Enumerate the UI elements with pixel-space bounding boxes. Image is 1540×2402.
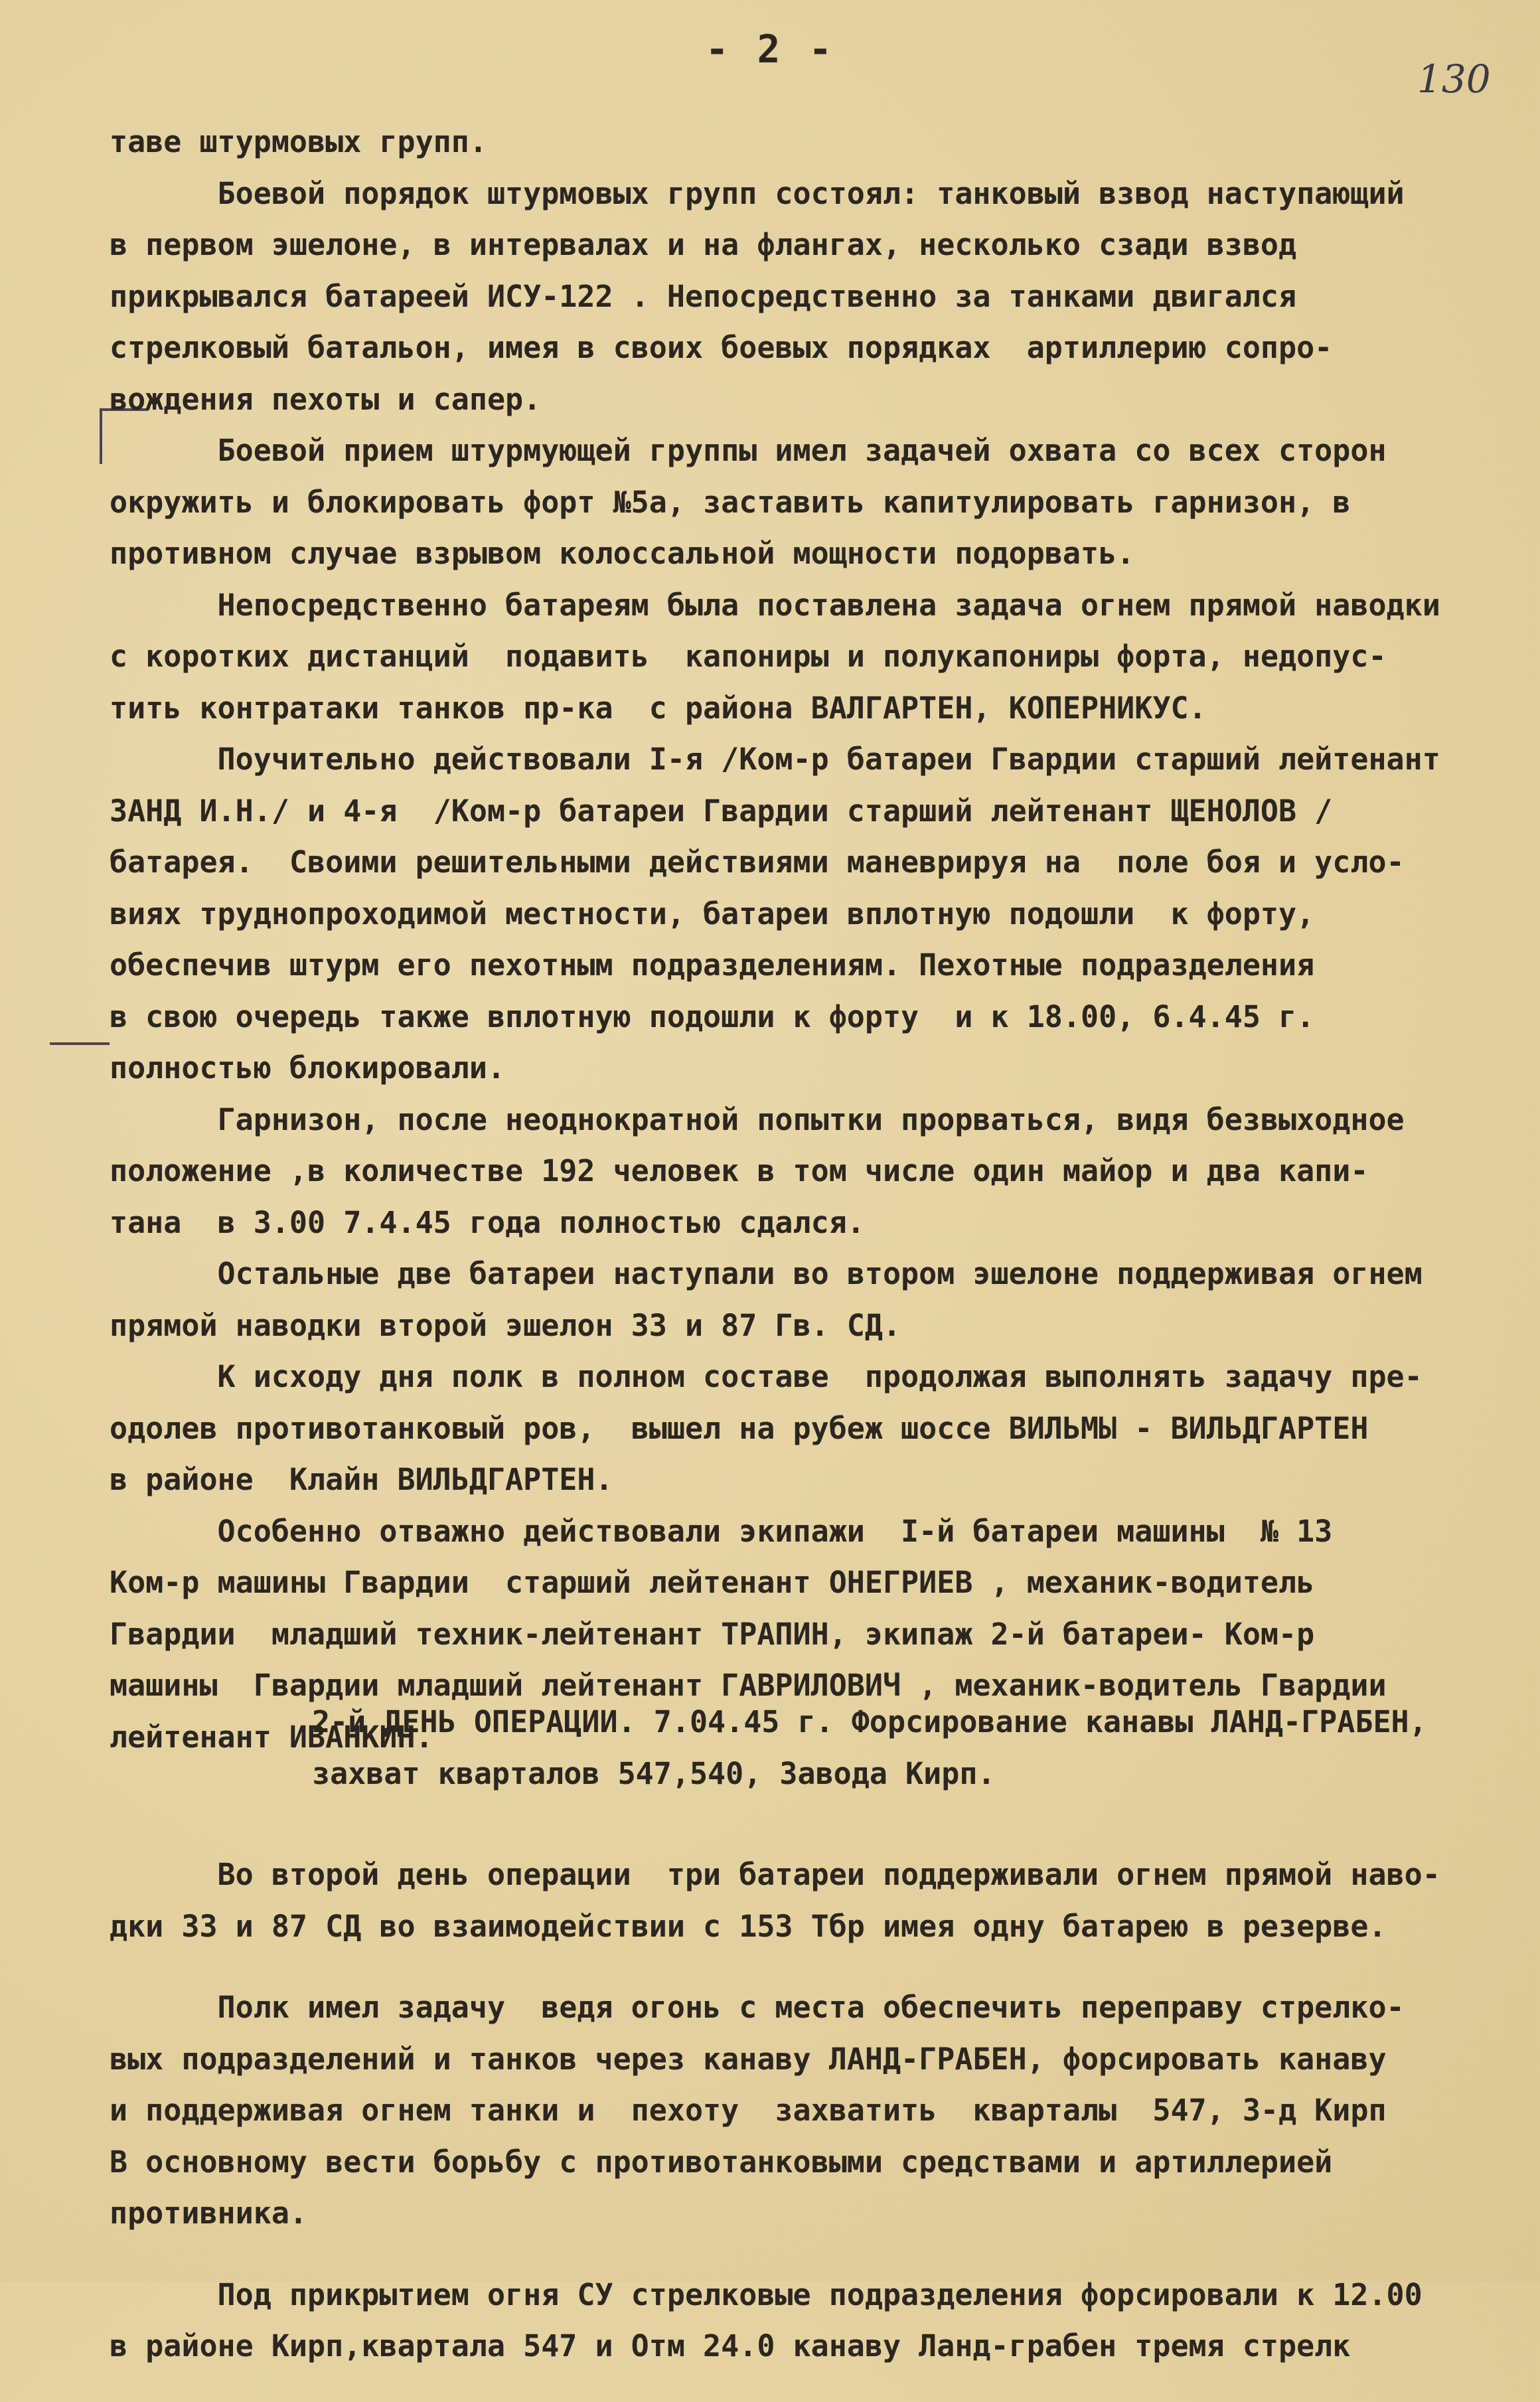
text-line: одолев противотанковый ров, вышел на рубеж шоссе ВИЛЬМЫ - ВИЛЬДГАРТЕН [110,1410,1369,1446]
text-line: Боевой порядок штурмовых групп состоял: танковый взвод наступающий [110,175,1405,211]
text-line: противном случае взрывом колоссальной мощности подорвать. [110,536,1135,571]
text-line: в районе Кирп,квартала 547 и Отм 24.0 канаву Ланд-грабен тремя стрелк [110,2328,1351,2363]
text-line: таве штурмовых групп. [110,124,487,159]
text-line: виях труднопроходимой местности, батареи вплотную подошли к форту, [110,896,1315,931]
text-line: полностью блокировали. [110,1050,506,1085]
section-heading [312,1696,1540,1799]
text-line: Поучительно действовали I-я /Ком-р батареи Гвардии старший лейтенант [110,742,1440,777]
text-line: машины Гвардии младший лейтенант ГАВРИЛОВИЧ , механик-водитель Гвардии [110,1668,1387,1703]
heading-line: 2-й ДЕНЬ ОПЕРАЦИИ. 7.04.45 г. Форсирование канавы ЛАНД-ГРАБЕН, [312,1704,1427,1739]
text-line: дки 33 и 87 СД во взаимодействии с 153 Тбр имея одну батарею в резерве. [110,1908,1387,1944]
text-line: противника. [110,2196,308,2231]
text-line: окружить и блокировать форт №5а, заставить капитулировать гарнизон, в [110,484,1351,520]
text-line: лейтенант ИВАНКИН. [110,1719,433,1755]
text-line: ЗАНД И.Н./ и 4-я /Ком-р батареи Гвардии старший лейтенант ЩЕНОЛОВ / [110,793,1333,829]
paragraph [110,1351,1537,1506]
text-line: в свою очередь также вплотную подошли к форту и к 18.00, 6.4.45 г. [110,999,1315,1034]
text-line: положение ,в количестве 192 человек в том числе один майор и два капи- [110,1153,1369,1188]
text-line: К исходу дня полк в полном составе продолжая выполнять задачу пре- [110,1359,1423,1394]
paragraph [110,734,1537,1094]
text-line: Под прикрытием огня СУ стрелковые подразделения форсировали к 12.00 [110,2277,1423,2312]
paragraph [110,580,1537,734]
paragraph [110,1849,1537,1952]
text-line: тить контратаки танков пр-ка с района ВАЛГАРТЕН, КОПЕРНИКУС. [110,690,1207,726]
paragraph [110,168,1537,426]
text-line: стрелковый батальон, имея в своих боевых порядках артиллерию сопро- [110,330,1333,365]
text-line: Боевой прием штурмующей группы имел задачей охвата со всех сторон [110,433,1387,468]
text-line: Остальные две батареи наступали во втором эшелоне поддерживая огнем [110,1256,1423,1291]
text-line: Полк имел задачу ведя огонь с места обеспечить переправу стрелко- [110,1990,1405,2025]
text-line: прикрывался батареей ИСУ-122 . Непосредственно за танками двигался [110,278,1297,314]
page-number: - 2 - [705,27,835,72]
archive-page-number: 130 [1417,56,1491,102]
text-line: обеспечив штурм его пехотным подразделениям. Пехотные подразделения [110,947,1315,983]
paragraph [110,1982,1537,2239]
body-text [110,116,1537,1763]
body-text-continued [110,1819,1537,2402]
paragraph [110,1094,1537,1249]
heading-line: захват кварталов 547,540, Завода Кирп. [312,1755,996,1791]
text-line: вых подразделений и танков через канаву ЛАНД-ГРАБЕН, форсировать канаву [110,2041,1387,2077]
text-line: Непосредственно батареям была поставлена задача огнем прямой наводки [110,587,1440,623]
text-line: Гвардии младший техник-лейтенант ТРАПИН, экипаж 2-й батареи- Ком-р [110,1616,1315,1652]
text-line: батарея. Своими решительными действиями маневрируя на поле боя и усло- [110,844,1405,880]
paragraph [110,116,1537,168]
text-line: в первом эшелоне, в интервалах и на флангах, несколько сзади взвод [110,227,1297,262]
text-line: Во второй день операции три батареи поддерживали огнем прямой наво- [110,1857,1440,1892]
text-line: В основному вести борьбу с противотанковыми средствами и артиллерией [110,2144,1333,2180]
text-line: и поддерживая огнем танки и пехоту захватить кварталы 547, З-д Кирп [110,2093,1387,2128]
paragraph [110,425,1537,580]
paragraph [110,2269,1537,2372]
text-line: Особенно отважно действовали экипажи I-й батареи машины № 13 [110,1513,1333,1549]
margin-bracket-bottom [50,983,110,1045]
text-line: Гарнизон, после неоднократной попытки прорваться, видя безвыходное [110,1101,1405,1137]
text-line: прямой наводки второй эшелон 33 и 87 Гв. СД. [110,1307,901,1343]
text-line: с коротких дистанций подавить капониры и полукапониры форта, недопус- [110,639,1387,674]
text-line: тана в 3.00 7.4.45 года полностью сдался. [110,1204,865,1240]
text-line: в районе Клайн ВИЛЬДГАРТЕН. [110,1462,613,1497]
text-line: Ком-р машины Гвардии старший лейтенант ОНЕГРИЕВ , механик-водитель [110,1565,1315,1600]
text-line: вождения пехоты и сапер. [110,381,542,417]
paragraph [110,1248,1537,1351]
